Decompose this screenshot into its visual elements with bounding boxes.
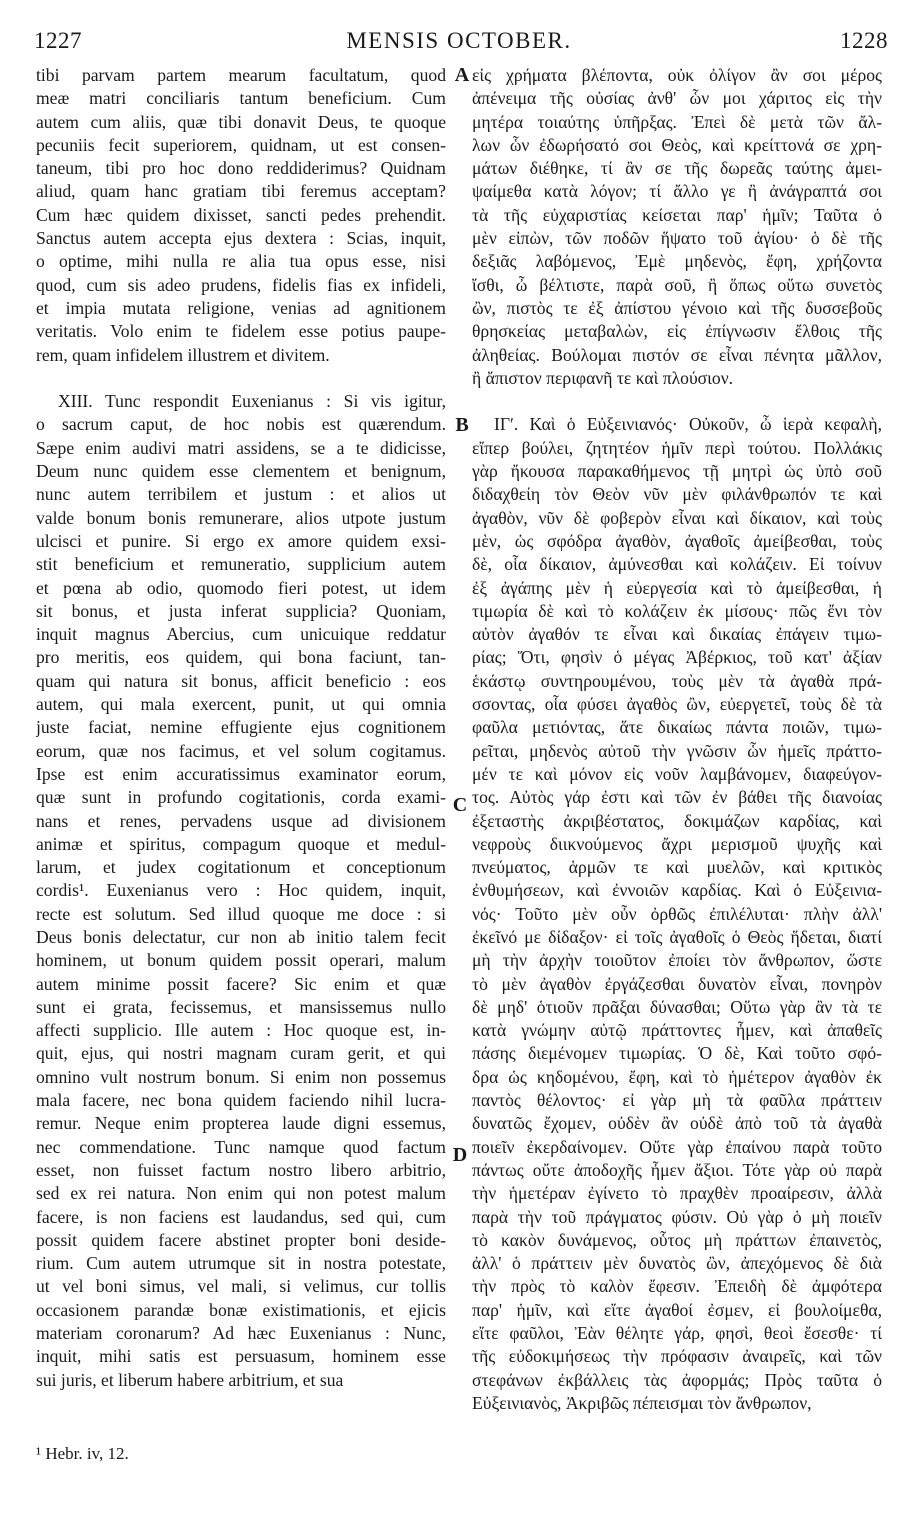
text-line: ἀληθείας. Βούλομαι πιστόν σε εἶναι πένητα μᾶλλον, (472, 344, 882, 365)
text-line: ρίας; Ὅτι, φησὶν ὁ μέγας Ἀβέρκιος, τοῦ κατ' ἀξίαν (472, 647, 882, 668)
text-line: et impia mutata religione, venias ad agnitionem (36, 297, 446, 318)
text-line: τῆς εὐδοκιμήσεως τὴν πρόφασιν ἀναιρεῖς, καὶ τῶν (472, 1346, 882, 1367)
text-line: ἀγαθὸν, νῦν δὲ φοβερὸν εἶναι καὶ δίκαιον, καὶ τοὺς (472, 507, 882, 528)
text-line: nunc autem terribilem et justum : et alios ut (36, 484, 446, 505)
text-line: μητέρα τοιαύτης ὑπῆρξας. Ἐπεὶ δὲ μετὰ τῶν ἄλ- (472, 111, 882, 132)
text-line: autem cum aliis, quæ tibi donavit Deus, te quoque (36, 111, 446, 132)
text-line: quod, cum sis adeo prudens, fidelis fias ex infideli, (36, 274, 446, 295)
text-line: παντὸς θέλοντος· εἰ γὰρ μὴ τὰ φαῦλα πράττειν (472, 1090, 882, 1111)
text-line: animæ et spiritus, compagum quoque et medul- (36, 833, 446, 854)
text-line: esset, non fuisset factum nostro libero arbitrio, (36, 1159, 446, 1180)
text-line: λων ὧν ἐδωρήσατό σοι Θεὸς, καὶ κρείττονά σε χρη- (472, 134, 882, 155)
text-line: παρὰ τὴν τοῦ πράγματος φύσιν. Οὐ γὰρ ὁ μὴ ποιεῖν (472, 1206, 882, 1227)
latin-column (36, 64, 446, 1392)
text-line: μὲν εἰπὼν, τῶν ποδῶν ἥψατο τοῦ ἁγίου· ὁ δὲ τῆς (472, 228, 882, 249)
text-line: et pœna ab odio, quomodo fieri potest, ut idem (36, 577, 446, 598)
text-line: facere, is non faciens est laudandus, sed qui, cum (36, 1206, 446, 1227)
text-line: Sanctus autem accepta ejus dextera : Scias, inquit, (36, 228, 446, 249)
text-line: εἴτε φαῦλοι, Ἐὰν θέλητε γάρ, φησὶ, θεοὶ ἔσεσθε· τί (472, 1323, 882, 1344)
text-line: inquit magnus Abercius, cum unicuique reddatur (36, 624, 446, 645)
text-line: αὐτὸν ἀγαθόν τε εἶναι καὶ δικαίας ἐπάγειν τιμω- (472, 624, 882, 645)
text-line: pro meritis, eos quidem, qui bona faciunt, tan- (36, 647, 446, 668)
text-line: μέν τε καὶ μόνον εἰς νοῦν λαμβάνομεν, διαφεύγον- (472, 763, 882, 784)
text-line: quam qui natura sit bonus, afficit beneficio : eos (36, 670, 446, 691)
text-line: hominem, ut bonum quidem possit operari, malum (36, 950, 446, 971)
text-line: autem, qui mala exercent, punit, ut qui omnia (36, 694, 446, 715)
text-line: recte est solutum. Sed illud quoque me doce : si (36, 903, 446, 924)
text-line: materiam coronarum? Ad hæc Euxenianus : Nunc, (36, 1323, 446, 1344)
text-line: ψαίμεθα κατὰ λόγον; τί ἄλλο γε ἢ ἀνάγραπτά σοι (472, 181, 882, 202)
text-line: μὴ τὴν ἀρχὴν τοιοῦτον ἐποίει τὸν ἄνθρωπον, ὥστε (472, 950, 882, 971)
text-line: valde bonum bonis remunerare, alios utpote justum (36, 507, 446, 528)
text-line: o optime, mihi nulla re alia tua opus esse, nisi (36, 251, 446, 272)
text-line: veritatis. Volo enim te fidelem esse potius paupe- (36, 321, 446, 342)
text-line: ποιεῖν ἐκερδαίνομεν. Οὔτε γὰρ ἐπαίνου παρὰ τοῦτο (472, 1136, 882, 1157)
text-line: ρεῖται, μηδενὸς αὐτοῦ τὴν γνῶσιν ὧν ἡμεῖς πράττο- (472, 740, 882, 761)
text-line: mala facere, nec bona quidem faciendo nihil lucra- (36, 1090, 446, 1111)
footnote: ¹ Hebr. iv, 12. (36, 1444, 129, 1463)
text-line: θρησκείας μεταβαλὼν, εἰς ἐπίγνωσιν ἔλθοις τῆς (472, 321, 882, 342)
text-line: sui juris, et liberum habere arbitrium, et sua (36, 1369, 344, 1390)
text-line: δὲ, οἷα δίκαιον, ἀμύνεσθαι καὶ κολάζειν. Εἰ τοίνυν (472, 554, 882, 575)
text-line: remur. Neque enim propterea laude digni essemus, (36, 1113, 446, 1134)
paragraph-gap (472, 390, 882, 413)
text-line: γὰρ ἤκουσα παρακαθήμενος τῇ μητρὶ ὡς ὑπὸ σοῦ (472, 461, 882, 482)
text-line: ἀπένειμα τῆς οὐσίας ἀνθ' ὧν μοι χάριτος εἰς τὴν (472, 88, 882, 109)
text-line: εἰς χρήματα βλέποντα, οὐκ ὀλίγον ἂν σοι μέρος (472, 65, 882, 85)
text-line: δὲ μηδ' ὁτιοῦν πρᾶξαι δύνασθαι; Οὕτω γὰρ ἂν τὰ τε (472, 996, 882, 1017)
text-line: Sæpe enim audivi matri assidens, se a te didicisse, (36, 437, 446, 458)
paragraph-gap (36, 367, 446, 390)
text-line: ἑκάστῳ συντηρουμένου, τοὺς μὲν τὰ ἀγαθὰ πρά- (472, 670, 882, 691)
margin-letter-a: A (454, 64, 470, 86)
text-line: o sacrum caput, de hoc nobis est quærendum. (36, 414, 446, 435)
text-line: XIII. Tunc respondit Euxenianus : Si vis igitur, (58, 391, 446, 412)
text-line: τὸ μὲν ἀγαθὸν ἐργάζεσθαι δυνατὸν εἶναι, πονηρὸν (472, 973, 882, 994)
text-line: τὴν πρὸς τὸ καλὸν ἔφεσιν. Ἐπειδὴ δὲ ἀμφότερα (472, 1276, 882, 1297)
text-line: μάτων διέθηκε, τί ἂν σε τῆς δωρεᾶς ταύτης ἀμει- (472, 158, 882, 179)
text-line: σσοντας, οἷα φύσει ἀγαθὸς ὢν, εὐεργετεῖ, τοὺς δὲ τὰ (472, 694, 882, 715)
text-line: quæ sunt in profundo cogitationis, corda exami- (36, 787, 446, 808)
text-line: occasionem parandæ bonæ existimationis, et ejicis (36, 1299, 446, 1320)
text-line: quit, ejus, qui nostri magnam curam gerit, et qui (36, 1043, 446, 1064)
text-line: inquit, mihi satis est persuasum, hominem esse (36, 1346, 446, 1367)
text-line: δυνατῶς ἔχομεν, οὐδὲν ἂν οὐδὲ ἀπὸ τοῦ τὰ ἀγαθὰ (472, 1113, 882, 1134)
text-line: ὢν, πιστὸς τε ἐξ ἀπίστου γένοιο καὶ τῆς δυσσεβοῦς (472, 297, 882, 318)
text-line: κατὰ γνώμην αὐτῷ πράττοντες ἦμεν, καὶ ἀπαθεῖς (472, 1020, 882, 1041)
text-line: aliud, quam hanc gratiam tibi feremus acceptam? (36, 181, 446, 202)
text-line: rium. Cum autem utrumque sit in nostra potestate, (36, 1253, 446, 1274)
greek-column (472, 64, 882, 1415)
text-line: pecuniis fecit superiorem, quidnam, ut est consen- (36, 134, 446, 155)
text-line: τὰ τῆς εὐχαριστίας κείσεται παρ' ἡμῖν; Ταῦτα ὁ (472, 204, 882, 225)
text-line: διδαχθείη τὸν Θεὸν νῦν μὲν φιλάνθρωπόν τε καὶ (472, 484, 882, 505)
text-line: μὲν, ὡς σφόδρα ἀγαθὸν, ἀγαθοῖς ἀμείβεσθαι, τοὺς (472, 530, 882, 551)
text-line: omnino vult nostrum bonum. Si enim non possemus (36, 1066, 446, 1087)
text-line: ut vel boni simus, vel mali, si velimus, cur tollis (36, 1276, 446, 1297)
text-line: tibi parvam partem mearum facultatum, quod (36, 65, 446, 85)
text-line: τος. Αὐτὸς γάρ ἐστι καὶ τῶν ἐν βάθει τῆς διανοίας (472, 787, 882, 808)
page-number-left: 1227 (34, 28, 82, 53)
text-line: πάντως οὔτε ἀποδοχῆς ἦμεν ἄξιοι. Τότε γὰρ οὐ παρὰ (472, 1159, 882, 1180)
text-line: τὴν ἡμετέραν ἐγίνετο τὸ πραχθὲν προαίρεσιν, ἀλλὰ (472, 1183, 882, 1204)
text-line: ΙΓʹ. Καὶ ὁ Εὐξεινιανός· Οὐκοῦν, ὦ ἱερὰ κεφαλὴ, (494, 414, 882, 435)
text-line: autem minime possit facere? Sic enim et quæ (36, 973, 446, 994)
text-line: παρ' ἡμῖν, καὶ εἴτε ἀγαθοί ἐσμεν, εἰ βουλοίμεθα, (472, 1299, 882, 1320)
text-line: sunt ei grata, fecissemus, et mansissemus nullo (36, 996, 446, 1017)
text-line: juste faciat, nemine effugiente ejus cognitionem (36, 717, 446, 738)
text-line: ἐνθυμήσεων, καὶ ἐννοιῶν καρδίας. Καὶ ὁ Εὐξεινια- (472, 880, 882, 901)
text-line: possit quidem facere abstinet propter boni deside- (36, 1229, 446, 1250)
text-line: ἐκεῖνό με δίδαξον· εἰ τοῖς ἀγαθοῖς ὁ Θεὸς ἥδεται, διατί (472, 926, 882, 947)
text-line: πάσης διεμένομεν τιμωρίας. Ὁ δὲ, Καὶ τοῦτο σφό- (472, 1043, 882, 1064)
text-line: nec commendatione. Tunc namque quod factum (36, 1136, 446, 1157)
text-line: ἀλλ' ὁ πράττειν μὲν δυνατὸς ὢν, ἀπεχόμενος δὲ διὰ (472, 1253, 882, 1274)
text-line: Deum nunc quidem esse clementem et benignum, (36, 461, 446, 482)
text-line: φαῦλα μετιόντας, ἅτε δικαίως πάντα ποιῶν, τιμω- (472, 717, 882, 738)
text-line: στεφάνων ἐκβάλλεις τὰς ἀφορμάς; Πρὸς ταῦτα ὁ (472, 1369, 882, 1390)
text-line: εἴπερ βούλει, ζητητέον ἡμῖν περὶ τούτου. Πολλάκις (472, 437, 882, 458)
text-line: ἐξ ἀγάπης μὲν ἡ εὐεργεσία καὶ τὸ ἀμείβεσθαι, ἡ (472, 577, 882, 598)
margin-letter-d: D (452, 1144, 468, 1166)
text-line: νός· Τοῦτο μὲν οὖν ὀρθῶς ἐπιλέλυται· πλὴν ἀλλ' (472, 903, 882, 924)
text-line: ἐξεταστὴς ἀκριβέστατος, δοκιμάζων καρδίας, καὶ (472, 810, 882, 831)
page-number-right: 1228 (840, 28, 888, 53)
text-line: sed ex rei natura. Non enim qui non potest malum (36, 1183, 446, 1204)
running-header (30, 28, 888, 62)
margin-letter-b: B (455, 414, 469, 436)
text-line: ἢ ἄπιστον περιφανῆ τε καὶ πλούσιον. (472, 367, 734, 388)
text-line: ἴσθι, ὦ βέλτιστε, παρὰ σοῦ, ἢ ὅπως οὕτω συνετὸς (472, 274, 882, 295)
text-line: δεξιᾶς λαβόμενος, Ἐμὲ μηδενὸς, ἔφη, χρήζοντα (472, 251, 882, 272)
text-line: Εὐξεινιανὸς, Ἀκριβῶς πέπεισμαι τὸν ἄνθρωπον, (472, 1392, 812, 1413)
text-line: Cum hæc quidem dixisset, sancti pedes prehendit. (36, 204, 446, 225)
text-line: cordis¹. Euxenianus vero : Hoc quidem, inquit, (36, 880, 446, 901)
text-line: nans et renes, pervadens usque ad divisionem (36, 810, 446, 831)
text-line: πνεύματος, ἁρμῶν τε καὶ μυελῶν, καὶ κριτικὸς (472, 857, 882, 878)
text-line: stit beneficium et remuneratio, supplicium autem (36, 554, 446, 575)
running-title: MENSIS OCTOBER. (346, 28, 572, 53)
text-line: meæ matri conciliaris tantum beneficium. Cum (36, 88, 446, 109)
text-line: τὸ κακὸν δυνάμενος, οὗτος μὴ πράττων ἐπαινετὸς, (472, 1229, 882, 1250)
text-line: affecti supplicio. Ille autem : Hoc quoque est, in- (36, 1020, 446, 1041)
text-line: sit bonus, et justa inferat supplicia? Quoniam, (36, 600, 446, 621)
text-line: τιμωρία δὲ καὶ τὸ κολάζειν ἐκ μίσους· πῶς ἔνι τὸν (472, 600, 882, 621)
text-line: ulcisci et punire. Si ergo ex amore quidem exsi- (36, 530, 446, 551)
text-line: νεφροὺς διικνούμενος ἄχρι μερισμοῦ ψυχῆς καὶ (472, 833, 882, 854)
margin-letter-c: C (452, 794, 468, 816)
text-line: larum, et judex cogitationum et conceptionum (36, 857, 446, 878)
text-line: Ipse est enim accuratissimus examinator eorum, (36, 763, 446, 784)
text-line: Deus bonis delectatur, cur non ab initio talem fecit (36, 926, 446, 947)
text-line: eorum, quæ nos facimus, et vel solum cogitamus. (36, 740, 446, 761)
text-line: taneum, tibi pro hoc dono reddiderimus? Quidnam (36, 158, 446, 179)
text-line: rem, quam infidelem illustrem et divitem. (36, 344, 330, 365)
text-line: δρα ὡς κηδομένου, ἔφη, καὶ τὸ ἡμέτερον ἀγαθὸν ἐκ (472, 1066, 882, 1087)
